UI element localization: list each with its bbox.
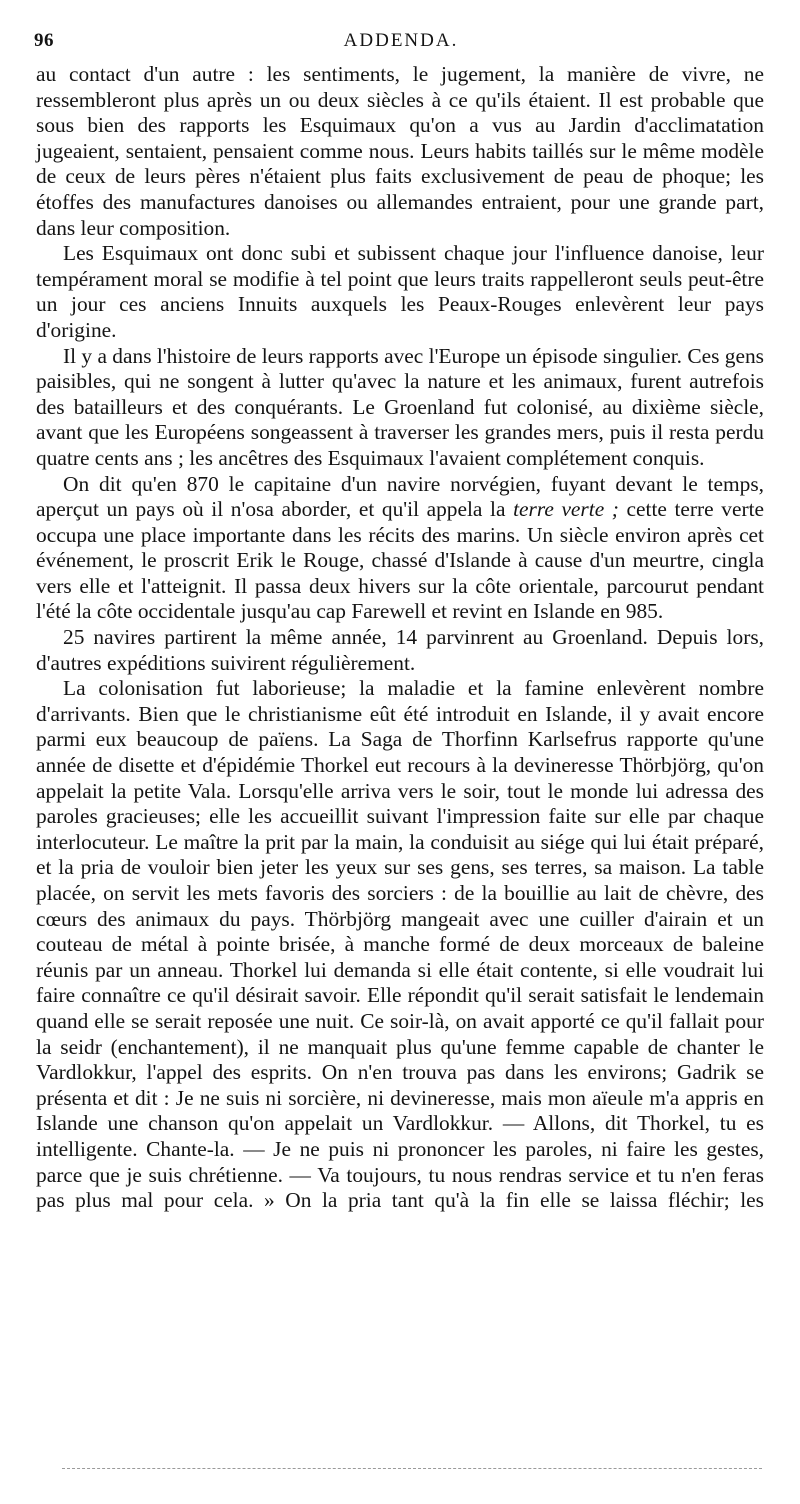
- page-header: [34, 30, 768, 60]
- paragraph: 25 navires partirent la même année, 14 parvinrent au Groenland. Depuis lors, d'autres expéditions suivirent régulièrement.: [36, 625, 764, 675]
- body-text: [36, 62, 764, 1214]
- paragraph: La colonisation fut laborieuse; la maladie et la famine enlevèrent nombre d'arrivants. Bien que le christianisme eût été introduit en Islande, il y avait encore parmi eux beaucoup de païens. La Saga de Thorfinn Karlsefrus rapporte qu'une année de disette et d'épidémie Thorkel eut recours à la devineresse Thörbjörg, qu'on appelait la petite Vala. Lorsqu'elle arriva vers le soir, tout le monde lui adressa des paroles gracieuses; elle les accueillit suivant l'impression faite sur elle par chaque interlocuteur. Le maître la prit par la main, la conduisit au siége qui lui était préparé, et la pria de vouloir bien jeter les yeux sur ses gens, ses terres, sa maison. La table placée, on servit les mets favoris des sorciers : de la bouillie au lait de chèvre, des cœurs des animaux du pays. Thörbjörg mangeait avec une cuiller d'airain et un couteau de métal à pointe brisée, à manche formé de deux morceaux de baleine réunis par un anneau. Thorkel lui demanda si elle était contente, si elle voudrait lui faire connaître ce qu'il désirait savoir. Elle répondit qu'il serait satisfait le lendemain quand elle se serait reposée une nuit. Ce soir-là, on avait apporté ce qu'il fallait pour la seidr (enchantement), il ne manquait plus qu'une femme capable de chanter le Vardlokkur, l'appel des esprits. On n'en trouva pas dans les environs; Gadrik se présenta et dit : Je ne suis ni sorcière, ni devineresse, mais mon aïeule m'a appris en Islande une chanson qu'on appelait un Vardlokkur. — Allons, dit Thorkel, tu es intelligente. Chante-la. — Je ne puis ni prononcer les paroles, ni faire les gestes, parce que je suis chrétienne. — Va toujours, tu nous rendras service et tu n'en feras pas plus mal pour cela. » On la pria tant qu'à la fin elle se laissa fléchir; les: [36, 676, 764, 1213]
- page-number: 96: [34, 30, 54, 51]
- paragraph: Les Esquimaux ont donc subi et subissent chaque jour l'influence danoise, leur tempérament moral se modifie à tel point que leurs traits rappelleront seuls peut-être un jour ces anciens Innuits auxquels les Peaux-Rouges enlevèrent leur pays d'origine.: [36, 241, 764, 342]
- italic-phrase: terre verte ;: [513, 497, 619, 522]
- paragraph: On dit qu'en 870 le capitaine d'un navire norvégien, fuyant devant le temps, aperçut un pays où il n'osa aborder, et qu'il appela la terre verte ; cette terre verte occupa une place importante dans les récits des marins. Un siècle environ après cet événement, le proscrit Erik le Rouge, chassé d'Islande à cause d'un meurtre, cingla vers elle et l'atteignit. Il passa deux hivers sur la côte orientale, parcourut pendant l'été la côte occidentale jusqu'au cap Farewell et revint en Islande en 985.: [36, 471, 765, 624]
- paragraph: Il y a dans l'histoire de leurs rapports avec l'Europe un épisode singulier. Ces gens paisibles, qui ne songent à lutter qu'avec la nature et les animaux, furent autrefois des batailleurs et des conquérants. Le Groenland fut colonisé, au dixième siècle, avant que les Européens songeassent à traverser les grandes mers, puis il resta perdu quatre cents ans ; les ancêtres des Esquimaux l'avaient complétement conquis.: [36, 343, 764, 470]
- footer-rule: [62, 1468, 762, 1469]
- paragraph: au contact d'un autre : les sentiments, le jugement, la manière de vivre, ne ressembleront plus après un ou deux siècles à ce qu'ils étaient. Il est probable que sous bien des rapports les Esquimaux qu'on a vus au Jardin d'acclimatation jugeaient, sentaient, pensaient comme nous. Leurs habits taillés sur le même modèle de ceux de leurs pères n'étaient plus faits exclusivement de peau de phoque; les étoffes des manufactures danoises ou allemandes entraient, pour une grande part, dans leur composition.: [36, 62, 764, 240]
- running-head: ADDENDA.: [343, 30, 459, 51]
